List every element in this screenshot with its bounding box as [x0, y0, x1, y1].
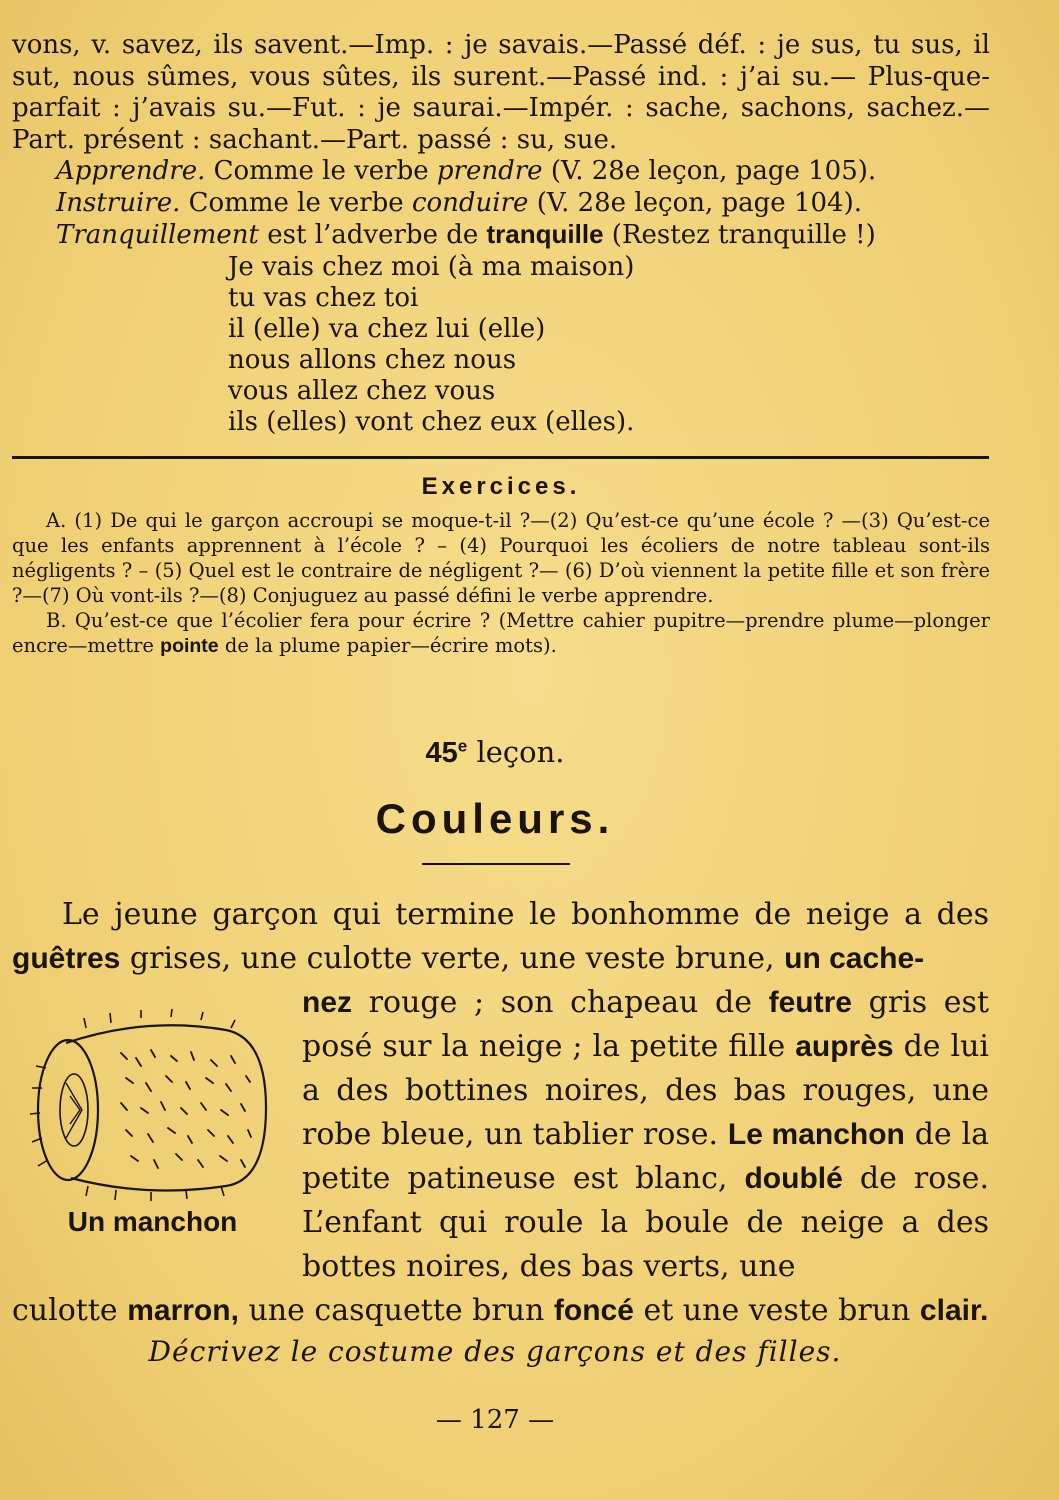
story-paragraph-wrapped: nez rouge ; son chapeau de feutre gris est posé sur la neige ; la petite fille auprès de lui a des bottines noires, des bas rouges, une robe bleue, un tablier rose. Le manchon de la petite patineuse est blanc, doublé de rose. L’enfant qui roule la boule de neige a des bottes noires, des bas verts, une	[302, 985, 990, 1284]
conjugation-line: nous allons chez nous	[228, 344, 517, 375]
aller-conjugation	[12, 252, 990, 438]
story-paragraph-start: Le jeune garçon qui termine le bonhomme de neige a des guêtres grises, une culotte verte, une veste brune, un cache-	[12, 897, 989, 976]
exercise-b: B. Qu’est-ce que l’écolier fera pour écrire ? (Mettre cahier pupitre—prendre plume—plonger encre—mettre pointe de la plume papier—écrire mots).	[12, 609, 990, 657]
page-number: — 127 —	[435, 1405, 555, 1435]
section-divider	[12, 456, 989, 459]
exercise-a: A. (1) De qui le garçon accroupi se moque-t-il ?—(2) Qu’est-ce qu’une école ? —(3) Qu’est-ce que les enfants apprennent à l’école ? – (4) Pourquoi les écoliers de notre tableau sont-ils négligents ? – (5) Quel est le contraire de négligent ?— (6) D’où viennent la petite fille et son frère ?—(7) Où vont-ils ?—(8) Conjuguez au passé défini le verbe apprendre.	[12, 509, 990, 607]
lesson-instruction: Décrivez le costume des garçons et des filles.	[148, 1335, 842, 1368]
grammar-notes	[12, 30, 990, 438]
conjugation-line: Je vais chez moi (à ma maison)	[228, 251, 635, 282]
conjugation-line: vous allez chez vous	[228, 375, 496, 406]
apprendre-note: Apprendre. Comme le verbe prendre (V. 28e leçon, page 105).	[56, 156, 877, 186]
tranquillement-note: Tranquillement est l’adverbe de tranquille (Restez tranquille !)	[56, 219, 876, 250]
conjugation-line: il (elle) va chez lui (elle)	[228, 313, 546, 344]
lesson-number: 45e leçon.	[425, 735, 565, 769]
lesson-title: Couleurs.	[375, 795, 615, 842]
muff-illustration	[26, 1008, 276, 1203]
figure-caption: Un manchon	[67, 1206, 238, 1237]
exercises-heading: Exercices.	[421, 473, 581, 500]
story-paragraph-end: culotte marron, une casquette brun foncé et une veste brun clair.	[12, 1293, 989, 1328]
conjugation-line: ils (elles) vont chez eux (elles).	[228, 406, 635, 437]
conjugation-line: tu vas chez toi	[228, 282, 419, 313]
title-underline	[422, 863, 570, 865]
instruire-note: Instruire. Comme le verbe conduire (V. 28e leçon, page 104).	[56, 187, 862, 218]
exercises-block	[12, 508, 990, 659]
savoir-conjugation-text: vons, v. savez, ils savent.—Imp. : je savais.—Passé déf. : je sus, tu sus, il sut, nous sûmes, vous sûtes, ils surent.—Passé ind. : j’ai su.— Plus-que-parfait : j’avais su.—Fut. : je saurai.—Impér. : sache, sachons, sachez.—Part. présent : sachant.—Part. passé : su, sue.	[12, 30, 990, 155]
